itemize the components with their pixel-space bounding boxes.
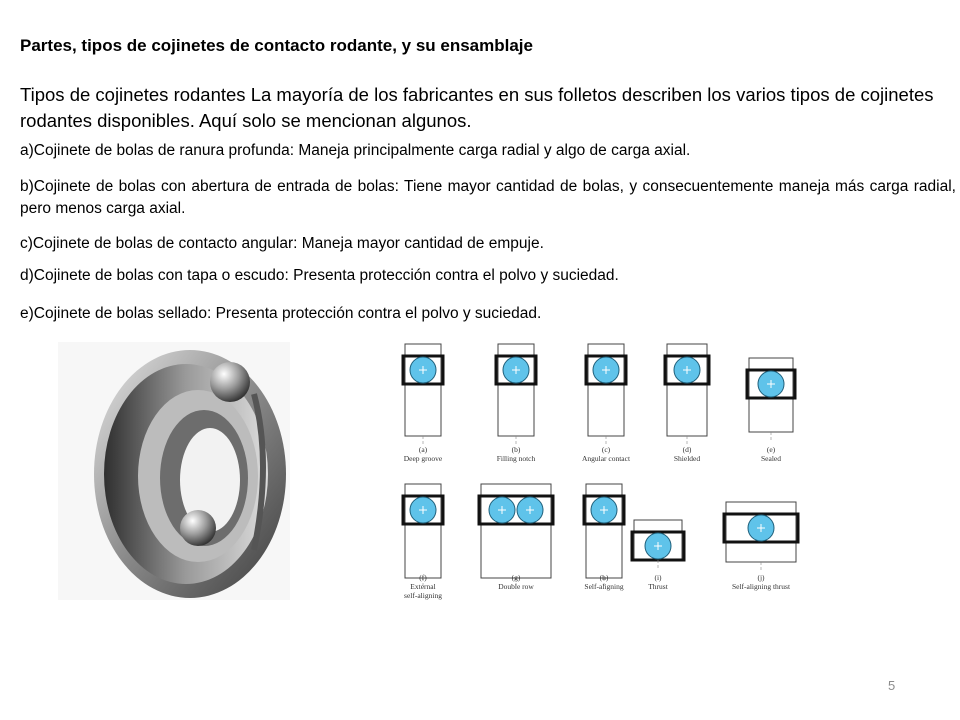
bearing-j-self-aligning-thrust bbox=[724, 502, 798, 572]
caption-bottom-3: (i) Thrust bbox=[648, 573, 668, 591]
bearing-b-filling-notch bbox=[496, 344, 536, 446]
bearing-e-sealed bbox=[747, 358, 795, 442]
bearing-type-e: e)Cojinete de bolas sellado: Presenta protección contra el polvo y suciedad. bbox=[20, 305, 542, 322]
intro-paragraph: Tipos de cojinetes rodantes La mayoría de los fabricantes en sus folletos describen los varios tipos de cojinetes rodantes disponibles. Aquí solo se mencionan algunos. bbox=[20, 84, 934, 131]
slide-title: Partes, tipos de cojinetes de contacto rodante, y su ensamblaje bbox=[20, 36, 533, 55]
caption-bottom-0: (f) External self-aligning bbox=[404, 573, 442, 600]
caption-bottom-4: (j) Self-aligning thrust bbox=[731, 573, 791, 591]
bearing-type-d: d)Cojinete de bolas con tapa o escudo: Presenta protección contra el polvo y suciedad. bbox=[20, 267, 619, 284]
caption-top-0: (a) Deep groove bbox=[403, 445, 443, 463]
bearing-type-c: c)Cojinete de bolas de contacto angular: Maneja mayor cantidad de empuje. bbox=[20, 235, 544, 252]
bearing-type-b: b)Cojinete de bolas con abertura de entrada de bolas: Tiene mayor cantidad de bolas, y consecuentemente maneja más carga radial, pero menos carga axial. bbox=[20, 178, 956, 217]
caption-bottom-1: (g) Double row bbox=[498, 573, 534, 591]
caption-top-1: (b) Filling notch bbox=[496, 445, 536, 463]
bearing-a-deep-groove bbox=[403, 344, 443, 446]
bearing-types-diagram bbox=[396, 336, 826, 611]
bearing-d-shielded bbox=[665, 344, 709, 446]
caption-top-3: (d) Shielded bbox=[673, 445, 701, 463]
bearing-c-angular-contact bbox=[586, 344, 626, 446]
bearing-cutaway-photo bbox=[58, 342, 290, 600]
page-number: 5 bbox=[888, 678, 896, 693]
caption-bottom-2: (h) Self-aligning bbox=[584, 573, 624, 591]
caption-top-2: (c) Angular contact bbox=[581, 445, 631, 463]
bearing-type-a: a)Cojinete de bolas de ranura profunda: Maneja principalmente carga radial y algo de carga axial. bbox=[20, 142, 691, 159]
bearing-i-thrust bbox=[632, 520, 684, 570]
caption-top-4: (e) Sealed bbox=[761, 445, 781, 463]
